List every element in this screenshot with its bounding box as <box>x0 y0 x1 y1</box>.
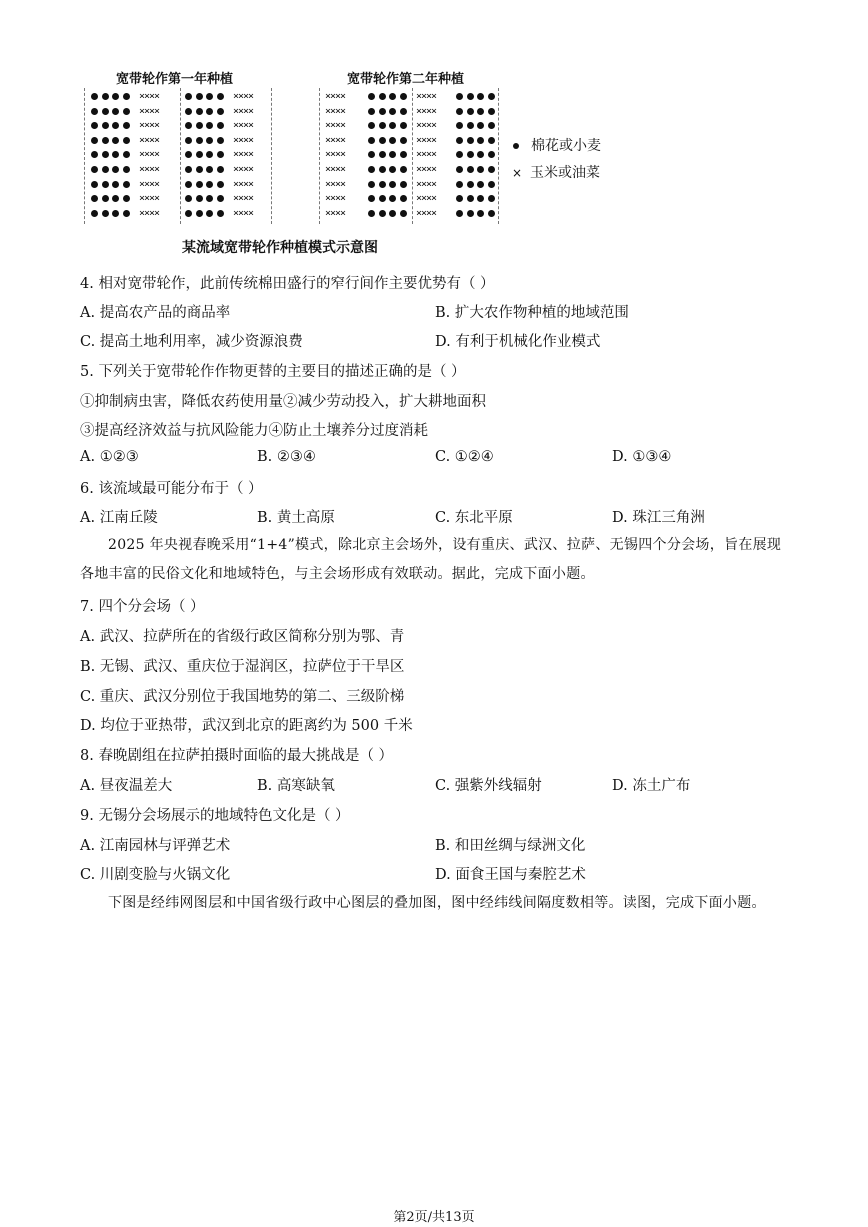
dot-icon <box>513 143 519 149</box>
crop-dot <box>379 210 386 217</box>
question-4-option-b: B. 扩大农作物种植的地域范围 <box>435 305 629 321</box>
crop-dot <box>488 108 495 115</box>
question-9-option-c: C. 川剧变脸与火锅文化 <box>80 867 231 883</box>
question-7-option-d: D. 均位于亚热带，武汉到北京的距离约为 500 千米 <box>80 718 413 734</box>
figure-left-title: 宽带轮作第一年种植 <box>116 72 234 87</box>
passage-map-intro: 下图是经纬网图层和中国省级行政中心图层的叠加图，图中经纬线间隔度数相等。读图，完成下面小题。 <box>108 895 766 911</box>
crop-cross-row: ×××× <box>325 134 346 146</box>
crop-dot <box>91 195 98 202</box>
crop-dot <box>368 181 375 188</box>
crop-dot <box>400 166 407 173</box>
crop-cross-row: ×××× <box>416 149 437 161</box>
crop-dot <box>112 210 119 217</box>
question-9-option-b: B. 和田丝绸与绿洲文化 <box>435 838 586 854</box>
crop-dot <box>400 122 407 129</box>
crop-cross-row: ×××× <box>139 120 160 132</box>
crop-dot <box>196 181 203 188</box>
crop-dot <box>206 195 213 202</box>
crop-dot <box>206 122 213 129</box>
question-5-option-c: C. ①②④ <box>435 449 494 465</box>
crop-dot <box>477 195 484 202</box>
crop-dot <box>112 151 119 158</box>
question-5-option-b: B. ②③④ <box>257 449 316 465</box>
question-8-option-b: B. 高寒缺氧 <box>257 778 335 794</box>
crop-dot <box>112 195 119 202</box>
crop-cross-row: ×××× <box>139 91 160 102</box>
question-8-option-a: A. 昼夜温差大 <box>80 778 173 794</box>
crop-dot <box>379 181 386 188</box>
crop-dot <box>123 137 130 144</box>
page-number: 第2页/共13页 <box>393 1210 475 1225</box>
crop-dot <box>185 195 192 202</box>
crop-cross-row: ×××× <box>139 178 160 190</box>
crop-dot <box>456 122 463 129</box>
question-4-option-a: A. 提高农产品的商品率 <box>80 305 231 321</box>
crop-dot <box>112 93 119 100</box>
crop-cross-row: ×××× <box>325 105 346 117</box>
crop-dot <box>467 181 474 188</box>
crop-dot <box>196 137 203 144</box>
field-year-one <box>84 88 272 224</box>
crop-dot <box>123 181 130 188</box>
crop-strip-dots <box>89 88 133 224</box>
crop-dot <box>389 137 396 144</box>
question-9-stem: 9. 无锡分会场展示的地域特色文化是（ ） <box>80 808 350 824</box>
crop-dot <box>91 137 98 144</box>
crop-dot <box>389 181 396 188</box>
crop-cross-row: ×××× <box>416 164 437 175</box>
crop-dot <box>368 122 375 129</box>
crop-dot <box>400 93 407 100</box>
crop-dot <box>467 137 474 144</box>
crop-dot <box>488 93 495 100</box>
crop-cross-row: ×××× <box>139 164 160 175</box>
crop-dot <box>196 151 203 158</box>
crop-dot <box>488 151 495 158</box>
crop-dot <box>217 195 224 202</box>
question-8-option-c: C. 强紫外线辐射 <box>435 778 542 794</box>
crop-cross-row: ×××× <box>233 193 254 205</box>
crop-cross-row: ×××× <box>233 120 254 132</box>
crop-dot <box>196 195 203 202</box>
crop-dot <box>368 151 375 158</box>
crop-cross-row: ×××× <box>139 193 160 205</box>
crop-strip-dots <box>366 88 410 224</box>
crop-dot <box>102 210 109 217</box>
crop-dot <box>102 151 109 158</box>
crop-dot <box>467 210 474 217</box>
crop-cross-row: ×××× <box>416 207 437 219</box>
crop-dot <box>456 166 463 173</box>
crop-cross-row: ×××× <box>325 178 346 190</box>
crop-cross-row: ×××× <box>139 207 160 219</box>
legend-item-cross: × 玉米或油菜 <box>512 165 600 181</box>
legend-item-dot: 棉花或小麦 <box>513 135 601 155</box>
figure-right-title: 宽带轮作第二年种植 <box>347 72 465 87</box>
question-4-stem: 4. 相对宽带轮作，此前传统棉田盛行的窄行间作主要优势有（ ） <box>80 276 495 292</box>
crop-cross-row: ×××× <box>416 134 437 146</box>
crop-dot <box>488 166 495 173</box>
crop-dot <box>400 210 407 217</box>
crop-dot <box>91 151 98 158</box>
crop-dot <box>112 181 119 188</box>
crop-cross-row: ×××× <box>416 193 437 205</box>
crop-dot <box>123 93 130 100</box>
crop-dot <box>488 195 495 202</box>
crop-dot <box>217 210 224 217</box>
crop-dot <box>389 93 396 100</box>
crop-dot <box>379 108 386 115</box>
crop-dot <box>477 210 484 217</box>
question-5-statement: ①抑制病虫害，降低农药使用量②减少劳动投入，扩大耕地面积 <box>80 394 486 410</box>
crop-dot <box>389 210 396 217</box>
crop-dot <box>102 166 109 173</box>
crop-cross-row: ×××× <box>416 91 437 102</box>
figure-caption: 某流域宽带轮作种植模式示意图 <box>182 240 378 256</box>
crop-cross-row: ×××× <box>233 178 254 190</box>
crop-cross-row: ×××× <box>233 134 254 146</box>
crop-cross-row: ×××× <box>416 120 437 132</box>
crop-dot <box>112 108 119 115</box>
crop-dot <box>456 181 463 188</box>
crop-dot <box>102 108 109 115</box>
crop-dot <box>102 195 109 202</box>
crop-dot <box>206 151 213 158</box>
crop-dot <box>112 166 119 173</box>
crop-dot <box>477 151 484 158</box>
crop-dot <box>91 93 98 100</box>
crop-dot <box>488 210 495 217</box>
crop-dot <box>206 166 213 173</box>
crop-dot <box>196 122 203 129</box>
question-9-option-a: A. 江南园林与评弹艺术 <box>80 838 231 854</box>
crop-dot <box>467 108 474 115</box>
crop-dot <box>456 151 463 158</box>
crop-dot <box>185 108 192 115</box>
crop-dot <box>217 108 224 115</box>
crop-dot <box>217 137 224 144</box>
crop-dot <box>123 122 130 129</box>
question-6-option-a: A. 江南丘陵 <box>80 510 158 526</box>
crop-dot <box>467 122 474 129</box>
crop-dot <box>102 93 109 100</box>
crop-strip-crosses <box>137 88 179 224</box>
crop-dot <box>123 210 130 217</box>
crop-dot <box>400 137 407 144</box>
crop-dot <box>400 181 407 188</box>
crop-dot <box>379 151 386 158</box>
crop-dot <box>368 93 375 100</box>
crop-dot <box>196 210 203 217</box>
question-5-stem: 5. 下列关于宽带轮作作物更替的主要目的描述正确的是（ ） <box>80 364 466 380</box>
crop-dot <box>400 195 407 202</box>
crop-dot <box>477 166 484 173</box>
crop-dot <box>102 122 109 129</box>
question-6-option-d: D. 珠江三角洲 <box>612 510 705 526</box>
question-7-option-c: C. 重庆、武汉分别位于我国地势的第二、三级阶梯 <box>80 689 405 705</box>
crop-cross-row: ×××× <box>139 149 160 161</box>
crop-strip-crosses <box>414 88 456 224</box>
crop-cross-row: ×××× <box>325 120 346 132</box>
crop-dot <box>206 181 213 188</box>
crop-dot <box>477 137 484 144</box>
crop-dot <box>467 166 474 173</box>
crop-dot <box>123 195 130 202</box>
crop-dot <box>91 210 98 217</box>
crop-dot <box>477 122 484 129</box>
crop-dot <box>467 151 474 158</box>
crop-cross-row: ×××× <box>416 178 437 190</box>
crop-dot <box>123 108 130 115</box>
question-5-option-d: D. ①③④ <box>612 449 672 465</box>
crop-cross-row: ×××× <box>233 149 254 161</box>
question-6-option-c: C. 东北平原 <box>435 510 513 526</box>
question-4-option-d: D. 有利于机械化作业模式 <box>435 334 601 350</box>
crop-dot <box>467 195 474 202</box>
crop-dot <box>196 93 203 100</box>
crop-dot <box>217 151 224 158</box>
crop-dot <box>379 195 386 202</box>
question-6-stem: 6. 该流域最可能分布于（ ） <box>80 481 263 497</box>
crop-dot <box>389 108 396 115</box>
crop-dot <box>456 108 463 115</box>
crop-dot <box>467 93 474 100</box>
crop-dot <box>185 93 192 100</box>
crop-dot <box>185 166 192 173</box>
crop-dot <box>91 108 98 115</box>
crop-dot <box>400 108 407 115</box>
crop-dot <box>368 195 375 202</box>
crop-dot <box>217 122 224 129</box>
crop-dot <box>102 181 109 188</box>
crop-dot <box>379 137 386 144</box>
crop-cross-row: ×××× <box>233 207 254 219</box>
question-5-statement: ③提高经济效益与抗风险能力④防止土壤养分过度消耗 <box>80 423 428 439</box>
crop-dot <box>206 93 213 100</box>
crop-dot <box>477 93 484 100</box>
question-7-option-b: B. 无锡、武汉、重庆位于湿润区，拉萨位于干旱区 <box>80 659 405 675</box>
crop-cross-row: ×××× <box>233 91 254 102</box>
crop-dot <box>400 151 407 158</box>
question-5-option-a: A. ①②③ <box>80 449 139 465</box>
passage-spring-gala: 2025 年央视春晚采用“1+4”模式，除北京主会场外，设有重庆、武汉、拉萨、无锡四个分会场，旨在展现各地丰富的民俗文化和地域特色，与主会场形成有效联动。据此，完成下面小题。 <box>80 537 782 582</box>
crop-dot <box>91 181 98 188</box>
crop-dot <box>477 181 484 188</box>
crop-cross-row: ×××× <box>139 134 160 146</box>
crop-dot <box>123 151 130 158</box>
crop-dot <box>368 166 375 173</box>
cross-icon: × <box>512 166 523 180</box>
crop-dot <box>185 151 192 158</box>
crop-strip-dots <box>454 88 498 224</box>
crop-dot <box>102 137 109 144</box>
crop-cross-row: ×××× <box>325 149 346 161</box>
crop-cross-row: ×××× <box>325 193 346 205</box>
crop-cross-row: ×××× <box>416 105 437 117</box>
crop-dot <box>217 181 224 188</box>
crop-dot <box>456 195 463 202</box>
crop-dot <box>456 210 463 217</box>
question-8-stem: 8. 春晚剧组在拉萨拍摄时面临的最大挑战是（ ） <box>80 748 394 764</box>
crop-cross-row: ×××× <box>325 164 346 175</box>
crop-dot <box>389 166 396 173</box>
crop-dot <box>368 108 375 115</box>
crop-dot <box>488 181 495 188</box>
crop-cross-row: ×××× <box>325 91 346 102</box>
crop-dot <box>185 122 192 129</box>
crop-dot <box>185 210 192 217</box>
question-9-option-d: D. 面食王国与秦腔艺术 <box>435 867 586 883</box>
question-4-option-c: C. 提高土地利用率，减少资源浪费 <box>80 334 303 350</box>
crop-dot <box>112 122 119 129</box>
crop-dot <box>379 93 386 100</box>
crop-dot <box>196 108 203 115</box>
crop-dot <box>217 166 224 173</box>
question-7-stem: 7. 四个分会场（ ） <box>80 599 205 615</box>
crop-dot <box>379 122 386 129</box>
crop-dot <box>91 166 98 173</box>
crop-dot <box>91 122 98 129</box>
crop-dot <box>123 166 130 173</box>
crop-cross-row: ×××× <box>325 207 346 219</box>
crop-cross-row: ×××× <box>139 105 160 117</box>
question-7-option-a: A. 武汉、拉萨所在的省级行政区简称分别为鄂、青 <box>80 629 405 645</box>
crop-dot <box>206 108 213 115</box>
crop-dot <box>389 122 396 129</box>
crop-dot <box>456 137 463 144</box>
crop-dot <box>196 166 203 173</box>
crop-strip-dots <box>183 88 227 224</box>
crop-dot <box>389 195 396 202</box>
crop-dot <box>206 210 213 217</box>
crop-dot <box>488 137 495 144</box>
crop-dot <box>112 137 119 144</box>
crop-cross-row: ×××× <box>233 105 254 117</box>
crop-dot <box>477 108 484 115</box>
crop-dot <box>368 210 375 217</box>
crop-dot <box>185 181 192 188</box>
crop-cross-row: ×××× <box>233 164 254 175</box>
crop-dot <box>217 93 224 100</box>
question-6-option-b: B. 黄土高原 <box>257 510 335 526</box>
crop-strip-crosses <box>231 88 271 224</box>
crop-dot <box>379 166 386 173</box>
crop-dot <box>185 137 192 144</box>
crop-dot <box>456 93 463 100</box>
crop-strip-crosses <box>323 88 365 224</box>
field-year-two <box>319 88 499 224</box>
crop-dot <box>206 137 213 144</box>
crop-dot <box>488 122 495 129</box>
crop-dot <box>389 151 396 158</box>
question-8-option-d: D. 冻土广布 <box>612 778 691 794</box>
crop-dot <box>368 137 375 144</box>
